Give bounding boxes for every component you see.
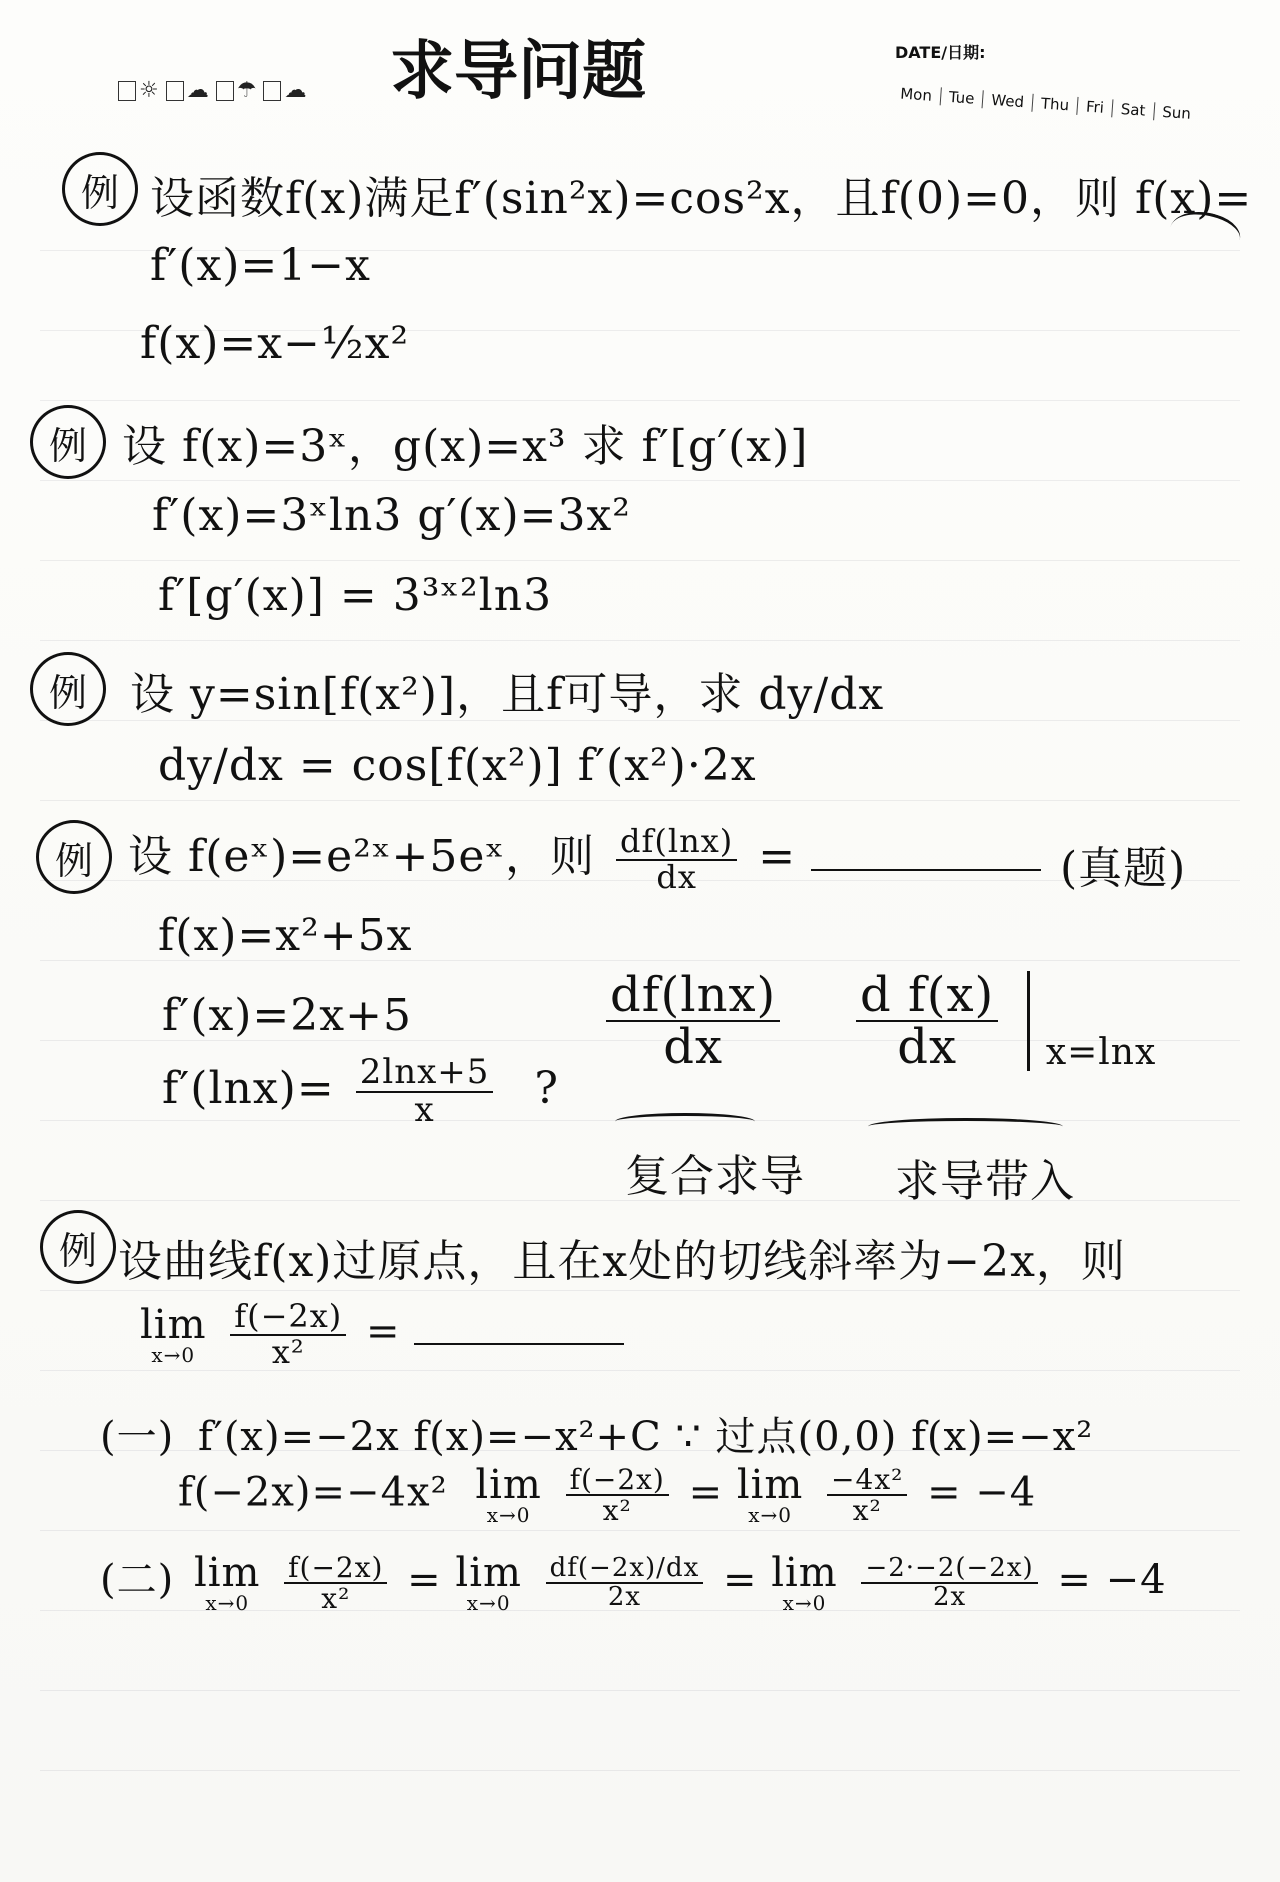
brace-arc xyxy=(868,1118,1063,1135)
fraction-denominator: x² xyxy=(852,1494,882,1528)
equals-sign: = xyxy=(758,831,797,882)
ruled-line xyxy=(40,1370,1240,1371)
limit-word: lim xyxy=(455,1550,522,1596)
exam-note: (真题) xyxy=(1060,843,1187,894)
limit-operator xyxy=(475,1462,542,1528)
fraction-numerator: −4x² xyxy=(827,1465,907,1496)
equals-sign: = xyxy=(688,1469,724,1516)
example-badge: 例 xyxy=(30,652,106,726)
fraction xyxy=(284,1550,387,1615)
ruled-line xyxy=(40,400,1240,401)
example-question: 设 y=sin[f(x²)]，且f可导，求 dy/dx xyxy=(130,669,885,720)
weekday-label: Thu xyxy=(1032,94,1078,115)
fraction-numerator: −2·−2(−2x) xyxy=(861,1555,1037,1584)
limit-word: lim xyxy=(736,1462,804,1509)
example-badge: 例 xyxy=(36,820,112,894)
limit-operator xyxy=(771,1550,838,1615)
cloudy-icon: ☁ xyxy=(284,78,307,103)
ruled-line xyxy=(40,1530,1240,1531)
limit-word: lim xyxy=(475,1462,542,1509)
checkbox xyxy=(166,81,184,101)
ruled-line xyxy=(40,480,1240,481)
weather-row xyxy=(118,78,306,103)
fraction xyxy=(566,1465,669,1526)
fraction-denominator: x² xyxy=(602,1494,632,1528)
solution-line: f(x)=x²+5x xyxy=(158,910,413,961)
solution-line: dy/dx = cos[f(x²)] f′(x²)·2x xyxy=(158,740,757,791)
answer-blank xyxy=(811,833,1041,871)
example-question xyxy=(128,820,1041,894)
result: = −4 xyxy=(927,1469,1037,1516)
example-badge: 例 xyxy=(40,1210,116,1284)
fraction xyxy=(356,1052,494,1130)
fraction xyxy=(827,1465,907,1526)
example-question: 设函数f(x)满足f′(sin²x)=cos²x，且f(0)=0，则 f(x)= xyxy=(150,173,1253,224)
solution-line: f′(x)=3ˣln3 g′(x)=3x² xyxy=(152,490,631,541)
evaluation-point: x=lnx xyxy=(1045,1031,1157,1073)
cloud-icon: ☁ xyxy=(186,78,209,103)
brace-arc xyxy=(615,1113,755,1130)
method-line xyxy=(100,1548,1167,1613)
side-note-substitute xyxy=(850,967,1157,1076)
weekday-label: Wed xyxy=(983,90,1034,111)
fraction-denominator: x² xyxy=(321,1582,351,1615)
fraction-numerator: df(−2x)/dx xyxy=(546,1555,704,1584)
example-badge: 例 xyxy=(30,405,106,479)
limit-subscript: x→0 xyxy=(782,1591,827,1615)
fraction xyxy=(230,1297,346,1371)
side-caption: 求导带入 xyxy=(895,1156,1075,1207)
page-title: 求导问题 xyxy=(390,34,646,109)
fraction-denominator: x xyxy=(414,1089,435,1130)
fraction xyxy=(546,1552,704,1612)
limit-subscript: x→0 xyxy=(748,1503,792,1528)
rain-icon: ☂ xyxy=(236,78,257,103)
sun-icon: ☼ xyxy=(139,78,159,103)
question-mark: ? xyxy=(534,1063,559,1115)
fraction xyxy=(856,967,998,1076)
method-line xyxy=(100,1405,1093,1462)
fraction xyxy=(606,967,780,1076)
weekday-label: Tue xyxy=(940,87,984,108)
equals-sign: = xyxy=(365,1308,401,1355)
ruled-line xyxy=(40,640,1240,641)
checkbox xyxy=(216,81,234,101)
solution-line: f′(x)=1−x xyxy=(150,240,371,291)
checkbox xyxy=(263,81,281,101)
ruled-line xyxy=(40,560,1240,561)
limit-subscript: x→0 xyxy=(466,1591,511,1615)
limit-operator xyxy=(736,1462,804,1528)
limit-subscript: x→0 xyxy=(486,1503,531,1528)
example-badge: 例 xyxy=(62,152,138,226)
limit-word: lim xyxy=(771,1550,838,1596)
limit-expression xyxy=(140,1297,624,1371)
weekday-label: Mon xyxy=(892,84,942,105)
fraction-numerator: f(−2x) xyxy=(566,1465,669,1496)
fraction-numerator: d f(x) xyxy=(856,970,998,1022)
solution-line: f(x)=x−½x² xyxy=(140,318,410,369)
example-question: 设 f(x)=3ˣ，g(x)=x³ 求 f′[g′(x)] xyxy=(122,421,809,472)
expression-prefix: f′(lnx)= xyxy=(162,1063,335,1115)
side-caption: 复合求导 xyxy=(625,1151,805,1202)
equals-sign: = xyxy=(722,1557,758,1603)
fraction-denominator: dx xyxy=(897,1019,958,1076)
weekday-label: Sat xyxy=(1112,99,1155,120)
fraction-numerator: df(lnx) xyxy=(616,825,737,861)
question-text: 设 f(eˣ)=e²ˣ+5eˣ，则 xyxy=(128,831,596,882)
fraction-denominator: 2x xyxy=(607,1582,642,1612)
fraction-numerator: f(−2x) xyxy=(284,1553,387,1584)
fraction-denominator: 2x xyxy=(932,1582,967,1612)
fraction-denominator: dx xyxy=(656,857,697,896)
checkbox xyxy=(118,81,136,101)
method-marker: (二) xyxy=(100,1557,175,1603)
weekday-label: Fri xyxy=(1077,97,1113,117)
fraction xyxy=(616,821,737,896)
method-marker: (一) xyxy=(100,1414,175,1460)
solution-line xyxy=(162,1052,559,1130)
fraction xyxy=(861,1552,1037,1612)
ruled-line xyxy=(40,1690,1240,1691)
fraction-denominator: dx xyxy=(663,1019,724,1076)
fraction-denominator: x² xyxy=(271,1332,305,1371)
weekday-row xyxy=(892,84,1200,123)
fraction-numerator: 2lnx+5 xyxy=(356,1055,494,1093)
limit-subscript: x→0 xyxy=(151,1342,196,1367)
ruled-line xyxy=(40,1770,1240,1771)
limit-subscript: x→0 xyxy=(205,1591,250,1615)
fraction-numerator: f(−2x) xyxy=(230,1300,346,1336)
solution-line: f′(x)=2x+5 xyxy=(162,990,412,1041)
method-text: f′(x)=−2x f(x)=−x²+C ∵ 过点(0,0) f(x)=−x² xyxy=(197,1414,1094,1460)
answer-blank xyxy=(414,1307,624,1345)
limit-operator xyxy=(455,1550,522,1615)
result: = −4 xyxy=(1057,1557,1167,1603)
limit-word: lim xyxy=(193,1550,261,1596)
evaluation-bar xyxy=(1027,971,1030,1071)
method-line xyxy=(178,1462,1037,1528)
limit-operator xyxy=(140,1301,207,1367)
ruled-line xyxy=(40,800,1240,801)
solution-line: f′[g′(x)] = 3³ˣ²ln3 xyxy=(158,570,553,621)
limit-operator xyxy=(193,1550,261,1615)
weekday-label: Sun xyxy=(1161,102,1192,123)
side-note-composite xyxy=(600,967,786,1076)
method-text: f(−2x)=−4x² xyxy=(178,1469,448,1516)
limit-word: lim xyxy=(140,1301,207,1348)
example-question: 设曲线f(x)过原点，且在x处的切线斜率为−2x，则 xyxy=(118,1236,1126,1287)
equals-sign: = xyxy=(407,1557,442,1603)
fraction-numerator: df(lnx) xyxy=(606,970,780,1022)
date-label: DATE/日期: xyxy=(895,43,986,62)
ruled-line xyxy=(40,1290,1240,1291)
